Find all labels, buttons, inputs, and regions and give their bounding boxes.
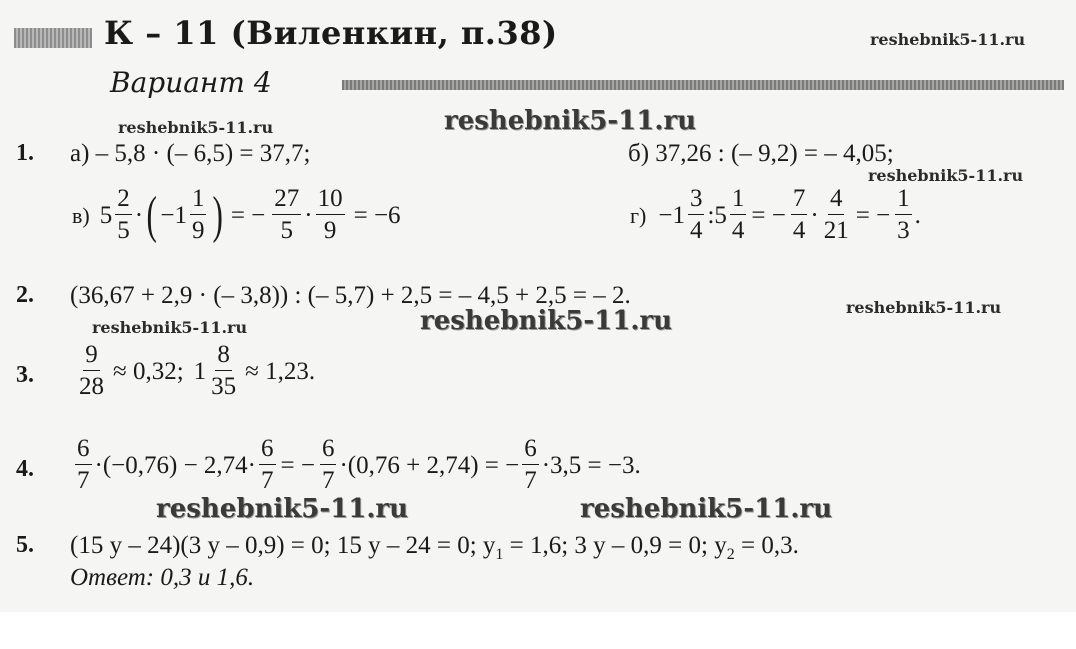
fraction (316, 184, 345, 247)
task-1g-div: :5 (707, 201, 727, 229)
watermark-1: reshebnik5-11.ru (118, 118, 274, 137)
watermark-top: reshebnik5-11.ru (870, 30, 1026, 49)
fraction (190, 184, 207, 247)
numerator: 6 (522, 434, 539, 465)
left-paren: ( (146, 186, 157, 244)
task-4-part-2: = − (280, 451, 315, 479)
fraction (209, 340, 238, 403)
task-5-text-b: = 1,6; 3 y – 0,9 = 0; y (503, 532, 727, 559)
task-1v-label: в) (72, 202, 90, 228)
fraction (75, 434, 92, 497)
subscript: 2 (726, 546, 735, 563)
numerator: 4 (828, 184, 845, 215)
numerator: 1 (190, 184, 207, 215)
denominator: 7 (77, 467, 90, 494)
numerator: 6 (320, 434, 337, 465)
fraction (77, 340, 106, 403)
task-3-result-1: ≈ 0,32; (113, 357, 184, 385)
bottom-blank-area (0, 612, 1076, 649)
task-1g-eq1: = − (751, 201, 786, 229)
denominator: 35 (211, 373, 237, 400)
watermark-3: reshebnik5-11.ru (868, 166, 1024, 185)
fraction (272, 184, 301, 247)
task-2-number: 2. (16, 282, 34, 308)
task-1g-end: . (914, 201, 921, 229)
watermark-8: reshebnik5-11.ru (580, 494, 833, 524)
page-title: К – 11 (Виленкин, п.38) (104, 14, 558, 52)
fraction (259, 434, 276, 497)
task-4-number: 4. (16, 456, 34, 482)
title-decoration-bar (14, 28, 92, 48)
task-4-part-4: ·3,5 = −3. (541, 451, 641, 479)
denominator: 9 (191, 217, 205, 244)
fraction (115, 184, 132, 247)
numerator: 1 (895, 184, 912, 215)
task-3-whole: 1 (193, 357, 207, 385)
task-4 (72, 434, 641, 497)
subscript: 1 (495, 546, 504, 563)
dot-operator: · (304, 201, 313, 229)
denominator: 28 (79, 373, 104, 400)
denominator: 7 (261, 467, 274, 494)
fraction (822, 184, 851, 247)
task-5-equation (70, 532, 799, 564)
task-4-part-1: ·(−0,76) − 2,74· (94, 451, 256, 479)
fraction (730, 184, 747, 247)
right-paren: ) (212, 186, 224, 244)
numerator: 10 (316, 184, 345, 215)
fraction (320, 434, 337, 497)
denominator: 5 (117, 217, 130, 244)
task-1v-minus: −1 (160, 201, 187, 229)
fraction (895, 184, 912, 247)
task-1g-eq2: = − (855, 201, 891, 229)
task-1-number: 1. (16, 140, 34, 166)
task-4-part-3: ·(0,76 + 2,74) = − (339, 451, 520, 479)
denominator: 7 (524, 467, 537, 494)
task-3-result-2: ≈ 1,23. (245, 357, 316, 385)
dot-operator: · (134, 201, 144, 229)
fraction (522, 434, 539, 497)
denominator: 4 (792, 217, 806, 244)
task-1v-whole: 5 (99, 201, 113, 229)
task-1a: а) – 5,8 · (– 6,5) = 37,7; (70, 140, 311, 167)
denominator: 3 (897, 217, 910, 244)
numerator: 8 (215, 340, 232, 371)
numerator: 27 (272, 184, 301, 215)
watermark-4: reshebnik5-11.ru (846, 298, 1002, 317)
task-1g-label: г) (630, 202, 647, 228)
task-5-text-a: (15 y – 24)(3 y – 0,9) = 0; 15 y – 24 = 0; y (70, 532, 496, 559)
numerator: 1 (730, 184, 747, 215)
watermark-7: reshebnik5-11.ru (156, 494, 409, 524)
numerator: 2 (115, 184, 132, 215)
task-1g (630, 184, 921, 247)
numerator: 6 (75, 434, 92, 465)
numerator: 7 (791, 184, 808, 215)
numerator: 6 (259, 434, 276, 465)
task-5-answer: Ответ: 0,3 и 1,6. (70, 564, 255, 591)
watermark-2: reshebnik5-11.ru (444, 106, 697, 136)
task-3 (74, 340, 315, 403)
task-1v (72, 184, 401, 247)
task-1b: б) 37,26 : (– 9,2) = – 4,05; (628, 140, 894, 167)
denominator: 21 (823, 217, 849, 244)
task-2-expression: (36,67 + 2,9 · (– 3,8)) : (– 5,7) + 2,5 = – 4,5 + 2,5 = – 2. (70, 282, 631, 309)
task-1g-whole: −1 (658, 201, 685, 229)
numerator: 9 (83, 340, 100, 371)
denominator: 5 (280, 217, 294, 244)
denominator: 9 (323, 217, 337, 244)
dot-operator: · (810, 201, 819, 229)
numerator: 3 (688, 184, 705, 215)
variant-heading: Вариант 4 (110, 66, 272, 99)
task-3-number: 3. (16, 362, 34, 388)
denominator: 4 (689, 217, 703, 244)
fraction (791, 184, 808, 247)
task-5-text-c: = 0,3. (734, 532, 799, 559)
variant-divider (342, 80, 1064, 90)
denominator: 7 (321, 467, 335, 494)
task-5-number: 5. (16, 532, 34, 558)
watermark-5: reshebnik5-11.ru (92, 318, 248, 337)
task-1v-result: = −6 (353, 201, 401, 229)
watermark-6: reshebnik5-11.ru (420, 306, 673, 336)
denominator: 4 (731, 217, 745, 244)
task-1v-eq1: = − (230, 201, 266, 229)
fraction (688, 184, 705, 247)
